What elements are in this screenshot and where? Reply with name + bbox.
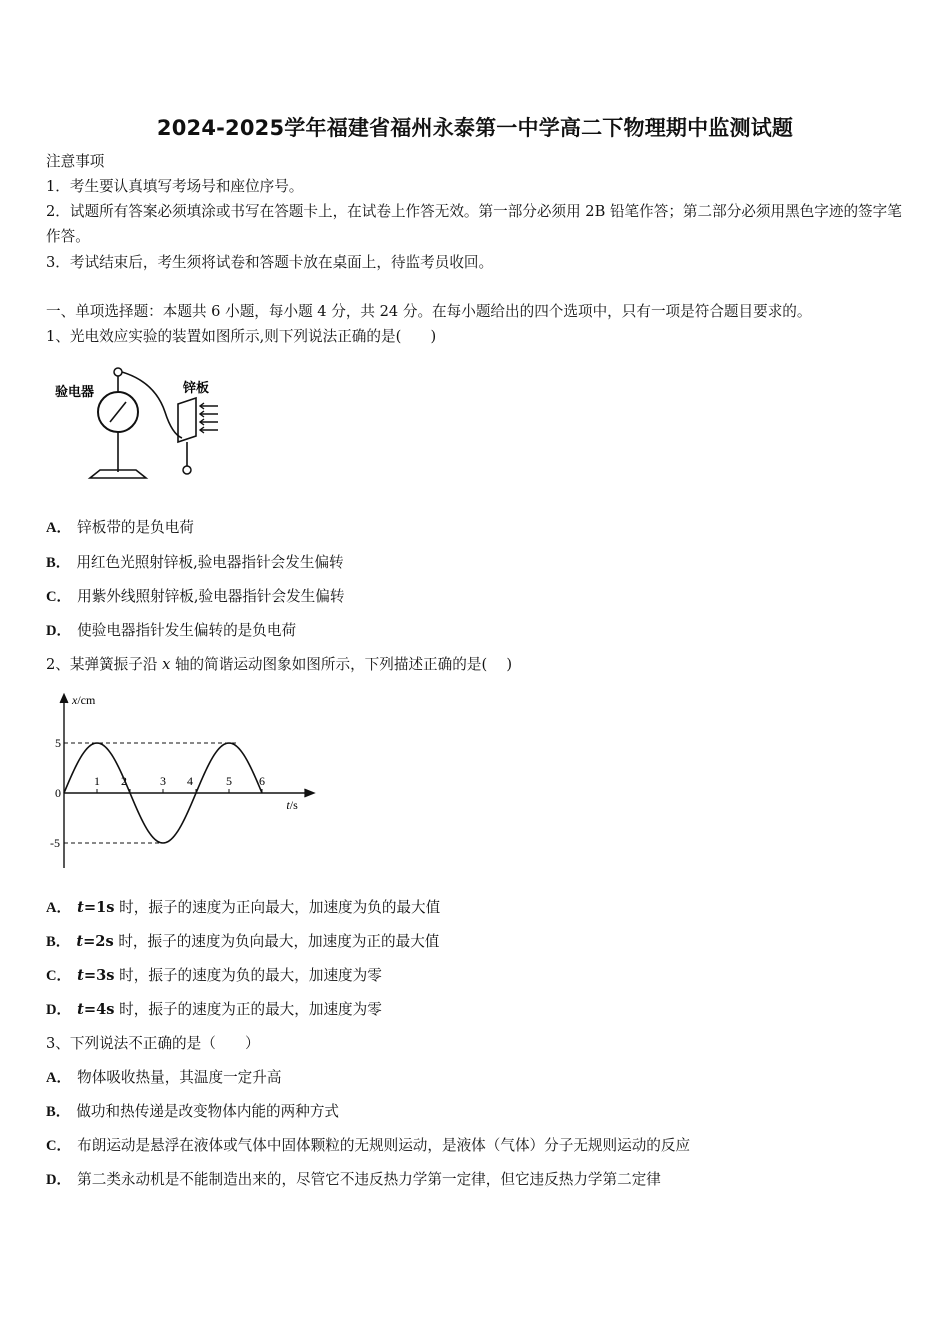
x-tick-label: 4 xyxy=(187,774,193,788)
notice-item-2: 2．试题所有答案必须填涂或书写在答题卡上，在试卷上作答无效。第一部分必须用 2B 铅笔作答；第二部分必须用黑色字迹的签字笔作答。 xyxy=(46,203,902,245)
x-tick-label: 5 xyxy=(226,774,232,788)
x-axis-arrow xyxy=(304,789,314,797)
notice-item-1: 1．考生要认真填写考场号和座位序号。 xyxy=(46,178,304,195)
q2-option-a-var: t xyxy=(77,899,84,916)
q1-option-b-text: 用红色光照射锌板,验电器指针会发生偏转 xyxy=(76,554,344,571)
y-axis-arrow xyxy=(60,694,68,703)
q3-option-c xyxy=(46,1136,690,1156)
q2-stem xyxy=(46,655,512,675)
q1-option-d-label: D． xyxy=(46,623,72,639)
zinc-plate-label: 锌板 xyxy=(183,380,210,395)
q3-option-a-label: A． xyxy=(46,1070,72,1086)
q2-option-a-text: 时，振子的速度为正向最大，加速度为负的最大值 xyxy=(114,899,441,916)
x-tick-label: 2 xyxy=(121,774,127,788)
incident-light-arrows xyxy=(200,403,218,433)
q2-stem-suffix: 轴的简谐运动图象如图所示，下列描述正确的是( ) xyxy=(170,656,513,673)
q3-option-b-label: B． xyxy=(46,1104,71,1120)
x-tick-label: 1 xyxy=(94,774,100,788)
electroscope-needle xyxy=(110,402,126,422)
q2-option-c-label: C． xyxy=(46,968,72,984)
q3-option-c-label: C． xyxy=(46,1138,72,1154)
q2-option-a-label: A． xyxy=(46,900,72,916)
q2-option-d-text: 时，振子的速度为正的最大，加速度为零 xyxy=(114,1001,382,1018)
q2-option-b-var: t xyxy=(76,933,84,950)
q2-option-c-time: =3s xyxy=(83,967,115,984)
q3-option-c-text: 布朗运动是悬浮在液体或气体中固体颗粒的无规则运动，是液体（气体）分子无规则运动的反应 xyxy=(77,1137,691,1154)
q1-option-c-label: C． xyxy=(46,589,72,605)
q3-stem: 3、下列说法不正确的是（ ） xyxy=(46,1035,260,1052)
q2-option-b-time: =2s xyxy=(83,933,114,950)
electroscope-label: 验电器 xyxy=(55,384,95,399)
q2-option-d-time: =4s xyxy=(83,1001,115,1018)
q1-stem: 1、光电效应实验的装置如图所示,则下列说法正确的是( ) xyxy=(46,328,437,345)
notice-heading: 注意事项 xyxy=(46,153,105,170)
q3-option-a xyxy=(46,1068,281,1088)
section-heading: 一、单项选择题：本题共 6 小题，每小题 4 分，共 24 分。在每小题给出的四个选项中，只有一项是符合题目要求的。 xyxy=(46,303,812,320)
y-tick-label: 0 xyxy=(55,786,61,800)
q2-option-a xyxy=(46,898,440,918)
zinc-plate xyxy=(178,398,196,442)
zinc-plate-knob xyxy=(183,466,191,474)
q1-option-a-label: A． xyxy=(46,520,72,536)
y-tick-label: -5 xyxy=(50,836,60,850)
q2-option-c-text: 时，振子的速度为负的最大，加速度为零 xyxy=(114,967,382,984)
q2-stem-prefix: 2、某弹簧振子沿 xyxy=(46,656,163,673)
x-axis-label: t/s xyxy=(286,798,298,812)
y-axis-label: x/cm xyxy=(72,693,96,707)
q2-option-c-var: t xyxy=(77,967,84,984)
q2-option-a-time: =1s xyxy=(83,899,115,916)
photoelectric-apparatus-figure xyxy=(50,362,240,490)
y-tick-label: 5 xyxy=(55,736,61,750)
q3-option-d xyxy=(46,1170,661,1190)
electroscope-knob xyxy=(114,368,122,376)
q2-option-d-var: t xyxy=(77,1001,84,1018)
q2-option-d-label: D． xyxy=(46,1002,72,1018)
page-title: 2024-2025学年福建省福州永泰第一中学高二下物理期中监测试题 xyxy=(156,116,794,140)
q2-option-c xyxy=(46,966,382,986)
notice-item-3: 3．考试结束后，考生须将试卷和答题卡放在桌面上，待监考员收回。 xyxy=(46,254,494,271)
q1-option-d xyxy=(46,621,296,641)
q3-option-a-text: 物体吸收热量，其温度一定升高 xyxy=(77,1069,282,1086)
q2-stem-var: x xyxy=(162,656,171,673)
shm-displacement-chart xyxy=(40,688,320,872)
q1-option-a xyxy=(46,518,194,538)
q1-option-c xyxy=(46,587,344,607)
q3-option-b-text: 做功和热传递是改变物体内能的两种方式 xyxy=(76,1103,340,1120)
q3-option-b xyxy=(46,1102,339,1122)
q1-option-b-label: B． xyxy=(46,555,71,571)
q1-option-a-text: 锌板带的是负电荷 xyxy=(77,519,194,536)
q2-option-d xyxy=(46,1000,382,1020)
x-tick-label: 3 xyxy=(160,774,166,788)
q2-option-b xyxy=(46,932,439,952)
q2-option-b-text: 时，振子的速度为负向最大，加速度为正的最大值 xyxy=(113,933,440,950)
q1-option-b xyxy=(46,553,344,573)
q1-option-d-text: 使验电器指针发生偏转的是负电荷 xyxy=(77,622,297,639)
q3-option-d-text: 第二类永动机是不能制造出来的，尽管它不违反热力学第一定律，但它违反热力学第二定律 xyxy=(77,1171,661,1188)
q3-option-d-label: D． xyxy=(46,1172,72,1188)
x-tick-label: 6 xyxy=(259,774,265,788)
q1-option-c-text: 用紫外线照射锌板,验电器指针会发生偏转 xyxy=(77,588,345,605)
q2-option-b-label: B． xyxy=(46,934,71,950)
